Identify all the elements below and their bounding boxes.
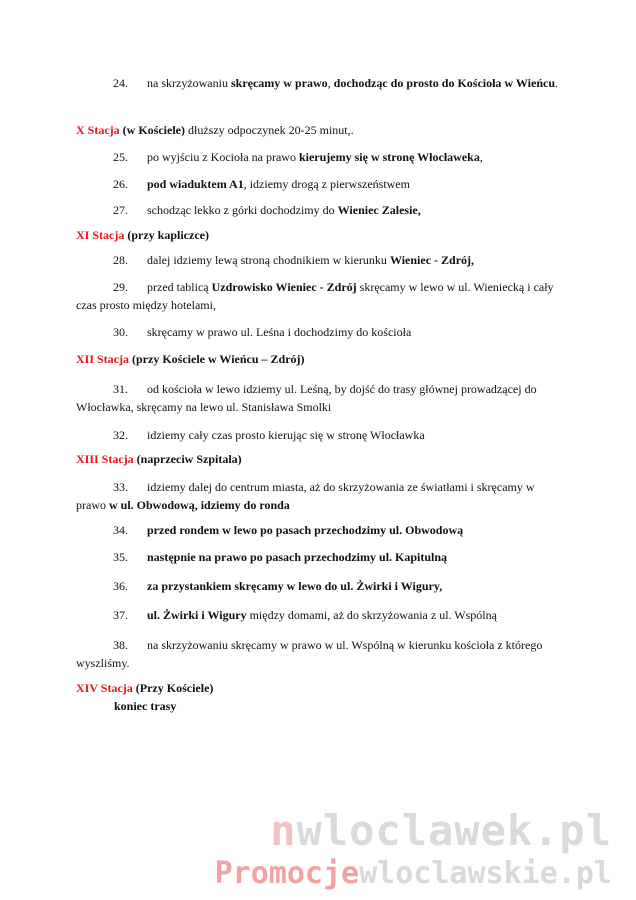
step-bold: dochodząc do prosto do Kościoła w Wieńcu [333, 76, 556, 90]
step-bold: w ul. Obwodową, idziemy do ronda [109, 498, 290, 512]
route-step-35 [76, 548, 566, 566]
step-bold: skręcamy w prawo [230, 76, 328, 90]
station-xiv-heading [76, 679, 566, 715]
step-number: 35. [113, 550, 128, 564]
station-label: XI Stacja [76, 228, 125, 242]
step-number: 26. [113, 177, 128, 191]
step-text: przed tablicą [147, 280, 212, 294]
step-number: 27. [113, 203, 128, 217]
watermark-accent: Promocje [214, 856, 360, 891]
route-step-27 [76, 201, 566, 219]
step-number: 34. [113, 523, 128, 537]
step-text: , [479, 150, 483, 164]
step-bold: Wieniec Zalesie, [337, 203, 421, 217]
route-step-36 [76, 577, 566, 595]
step-number: 32. [113, 428, 128, 442]
step-number: 38. [113, 638, 128, 652]
step-text: schodząc lekko z górki dochodzimy do [147, 203, 338, 217]
route-step-32 [76, 426, 566, 444]
route-end: koniec trasy [114, 699, 177, 713]
step-text: po wyjściu z Kocioła na prawo [147, 150, 299, 164]
step-text: , [327, 76, 334, 90]
watermark-promocje [215, 856, 612, 891]
step-number: 28. [113, 253, 128, 267]
station-place: (w Kościele) [119, 123, 185, 137]
step-bold: następnie na prawo po pasach przechodzimy ul. Kapitulną [147, 550, 448, 564]
step-text: . [555, 76, 559, 90]
step-text: dalej idziemy lewą stroną chodnikiem w kierunku [147, 253, 390, 267]
route-step-31 [76, 380, 566, 416]
route-step-29 [76, 278, 566, 314]
station-label: XIV Stacja [76, 681, 133, 695]
route-step-30 [76, 323, 566, 341]
route-step-28 [76, 251, 566, 269]
route-step-34 [76, 521, 566, 539]
step-bold: Uzdrowisko Wieniec - Zdrój [211, 280, 357, 294]
step-bold: Wieniec - Zdrój, [389, 253, 475, 267]
step-bold: przed rondem w lewo po pasach przechodzimy ul. Obwodową [147, 523, 464, 537]
step-bold: kierujemy się w stronę Włocławeka [298, 150, 480, 164]
station-note: dłuższy odpoczynek 20-25 minut,. [184, 123, 354, 137]
watermark-text: wloclawskie.pl [359, 856, 612, 891]
step-bold: za przystankiem skręcamy w lewo do ul. Żwirki i Wigury, [147, 579, 443, 593]
step-text: od kościoła w lewo idziemy ul. Leśną, by dojść do trasy głównej prowadzącej do Włocławka, skręcamy na lewo ul. Stanisława Smolki [76, 382, 537, 414]
station-label: X Stacja [76, 123, 120, 137]
route-step-26 [76, 175, 566, 193]
station-xii-heading [76, 350, 566, 368]
step-bold: pod wiaduktem A1 [147, 177, 244, 191]
step-text: , idziemy drogą z pierwszeństwem [243, 177, 410, 191]
route-step-38 [76, 636, 566, 672]
route-step-33 [76, 478, 566, 514]
station-place: (naprzeciw Szpitala) [133, 452, 242, 466]
station-place: (przy kapliczce) [124, 228, 209, 242]
step-text: skręcamy w prawo ul. Leśna i dochodzimy do kościoła [147, 325, 412, 339]
step-number: 33. [113, 480, 128, 494]
watermark-wloclawek [270, 806, 612, 855]
watermark-accent: n [270, 806, 297, 855]
station-label: XIII Stacja [76, 452, 134, 466]
station-xiii-heading [76, 450, 566, 468]
step-text: skręcamy w lewo w ul. Wieniecką i cały czas prosto między hotelami, [76, 280, 554, 312]
step-text: idziemy dalej do centrum miasta, aż do skrzyżowania ze światłami i skręcamy w prawo [76, 480, 535, 512]
step-text: idziemy cały czas prosto kierując się w stronę Włocławka [147, 428, 425, 442]
step-number: 29. [113, 280, 128, 294]
station-x-heading [76, 121, 566, 139]
step-text: na skrzyżowaniu [147, 76, 231, 90]
step-bold: ul. Żwirki i Wigury [147, 608, 247, 622]
step-number: 25. [113, 150, 128, 164]
step-text: na skrzyżowaniu skręcamy w prawo w ul. Wspólną w kierunku kościoła z którego wyszliśmy. [76, 638, 543, 670]
step-text: między domami, aż do skrzyżowania z ul. Wspólną [246, 608, 497, 622]
step-number: 30. [113, 325, 128, 339]
step-number: 31. [113, 382, 128, 396]
station-xi-heading [76, 226, 566, 244]
station-place: (przy Kościele w Wieńcu – Zdrój) [129, 352, 305, 366]
station-place: (Przy Kościele) [132, 681, 214, 695]
step-number: 24. [113, 76, 128, 90]
route-step-24 [76, 74, 566, 92]
step-number: 36. [113, 579, 128, 593]
route-step-25 [76, 148, 566, 166]
watermark-text: wloclawek.pl [296, 806, 612, 855]
step-number: 37. [113, 608, 128, 622]
station-label: XII Stacja [76, 352, 129, 366]
route-step-37 [76, 606, 566, 624]
